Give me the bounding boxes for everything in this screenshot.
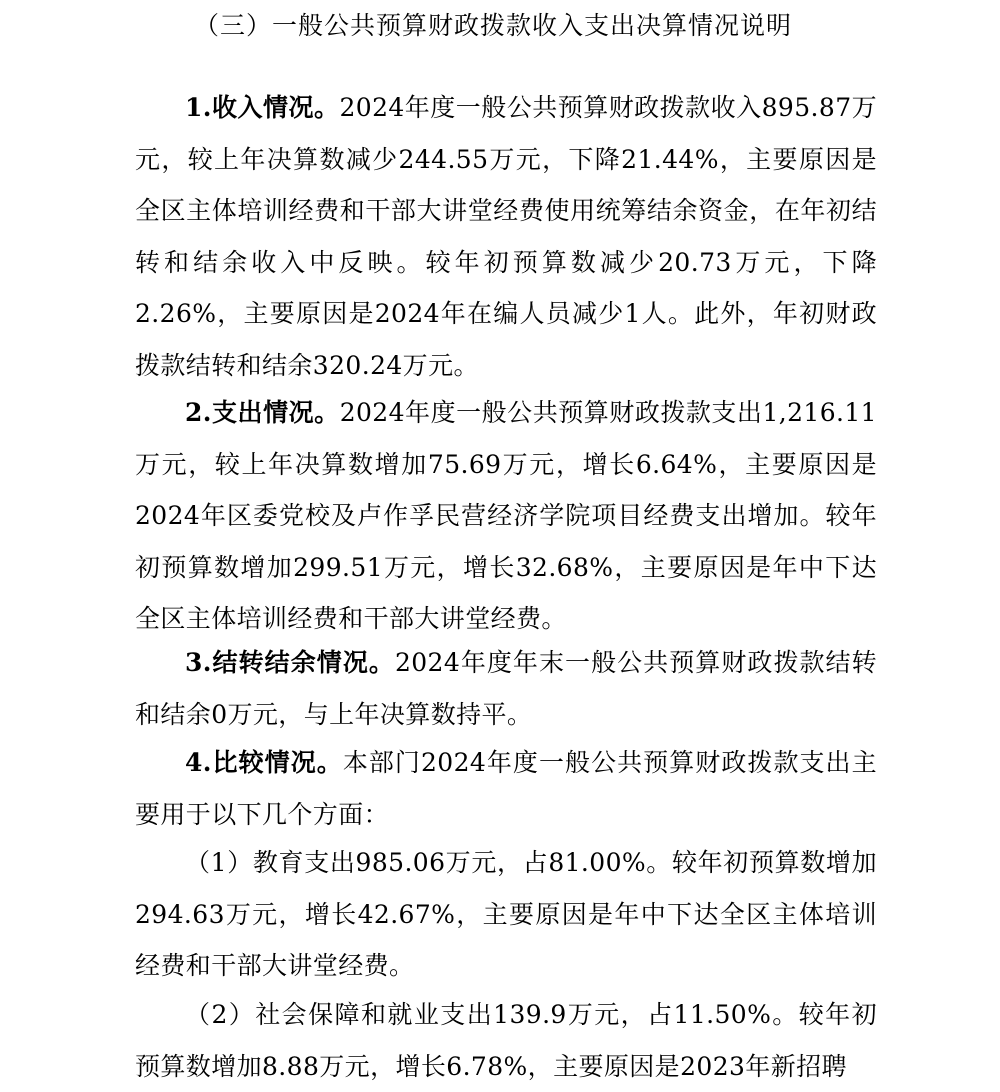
comparison-text: 本部门2024年度一般公共预算财政拨款支出主要用于以下几个方面： — [135, 748, 877, 829]
carryover-paragraph — [135, 637, 877, 740]
carryover-text: 2024年度年末一般公共预算财政拨款结转和结余0万元，与上年决算数持平。 — [135, 648, 878, 729]
income-text: 2024年度一般公共预算财政拨款收入895.87万元，较上年决算数减少244.55万元，下降21.44%，主要原因是全区主体培训经费和干部大讲堂经费使用统筹结余资金，在年初结转和结余收入中反映。较年初预算数减少20.73万元，下降2.26%，主要原因是2024年在编人员减少1人。此外，年初财政拨款结转和结余320.24万元。 — [135, 93, 877, 380]
social-security-expenditure-paragraph: （2）社会保障和就业支出139.9万元，占11.50%。较年初预算数增加8.88万元，增长6.78%，主要原因是2023年新招聘 — [135, 1000, 877, 1081]
income-label: 1.收入情况。 — [185, 93, 340, 122]
comparison-paragraph — [135, 737, 877, 840]
expenditure-label: 2.支出情况。 — [185, 398, 340, 427]
carryover-label: 3.结转结余情况。 — [185, 648, 395, 677]
expenditure-paragraph — [135, 387, 877, 645]
education-expenditure-paragraph: （1）教育支出985.06万元，占81.00%。较年初预算数增加294.63万元，增长42.67%，主要原因是年中下达全区主体培训经费和干部大讲堂经费。 — [135, 848, 877, 980]
comparison-label: 4.比较情况。 — [185, 748, 343, 777]
section-heading: （三）一般公共预算财政拨款收入支出决算情况说明 — [194, 11, 793, 40]
income-paragraph — [135, 82, 877, 391]
expenditure-text: 2024年度一般公共预算财政拨款支出1,216.11万元，较上年决算数增加75.69万元，增长6.64%，主要原因是2024年区委党校及卢作孚民营经济学院项目经费支出增加。较年初预算数增加299.51万元，增长32.68%，主要原因是年中下达全区主体培训经费和干部大讲堂经费。 — [135, 398, 877, 633]
